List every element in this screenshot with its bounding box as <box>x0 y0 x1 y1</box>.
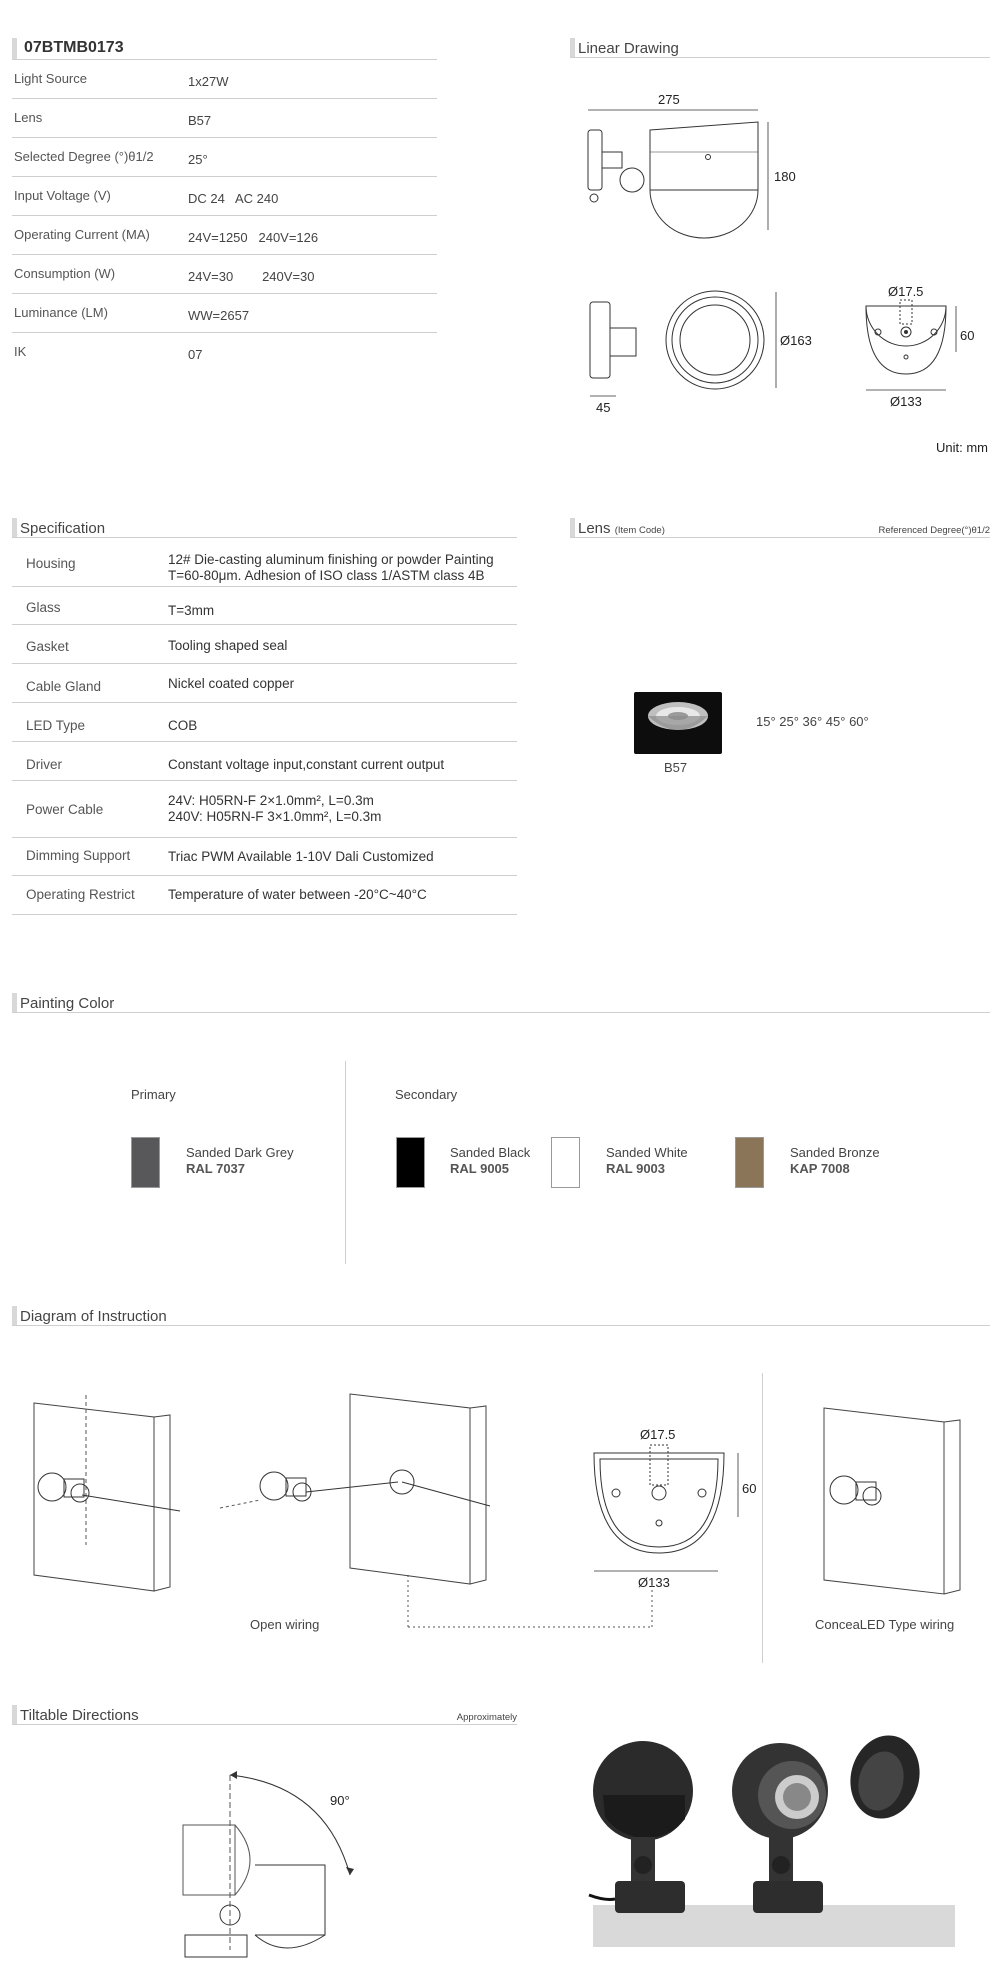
spec-row <box>12 742 517 781</box>
spec-label: Cable Gland <box>26 679 102 694</box>
color-swatch-bronze <box>735 1137 764 1188</box>
property-value: 24V=1250 240V=126 <box>188 230 319 245</box>
property-value: WW=2657 <box>188 308 250 323</box>
color-label <box>790 1145 880 1177</box>
spec-value: Tooling shaped seal <box>168 638 288 653</box>
property-value: 25° <box>188 152 208 167</box>
spec-value: Nickel coated copper <box>168 676 295 691</box>
property-row <box>12 294 437 333</box>
specification-title-bar <box>12 518 517 538</box>
color-label <box>606 1145 688 1177</box>
color-code: KAP 7008 <box>790 1161 850 1176</box>
color-name: Sanded Black <box>450 1145 531 1160</box>
instruction-diameter-dim: Ø133 <box>638 1575 670 1590</box>
lens-degrees: 15° 25° 36° 45° 60° <box>756 714 869 729</box>
lens-title-bar <box>570 518 990 538</box>
linear-drawing-title-bar <box>570 38 990 58</box>
concealed-wiring-caption: ConceaLED Type wiring <box>815 1617 955 1632</box>
tiltable-title-bar <box>12 1705 517 1725</box>
property-label: Input Voltage (V) <box>14 188 111 203</box>
property-label: Lens <box>14 110 43 125</box>
instruction-title-bar <box>12 1306 990 1326</box>
unit-label: Unit: mm <box>936 440 988 455</box>
property-value: 07 <box>188 347 203 362</box>
spec-label: Power Cable <box>26 802 104 817</box>
title-marker <box>12 993 17 1012</box>
dim-height: 180 <box>774 169 796 184</box>
spec-value: Temperature of water between -20°C~40°C <box>168 887 427 902</box>
linear-drawing-title: Linear Drawing <box>578 40 679 57</box>
product-code: 07BTMB0173 <box>24 39 124 56</box>
linear-drawing-base-view <box>860 282 1000 412</box>
color-code: RAL 9003 <box>606 1161 666 1176</box>
open-wiring-diagram-wall-a <box>26 1395 196 1595</box>
spec-value-line: T=60-80μm. Adhesion of ISO class 1/ASTM class 4B <box>168 568 485 583</box>
primary-label: Primary <box>131 1087 176 1102</box>
specification-title: Specification <box>20 520 106 537</box>
lens-code: B57 <box>664 760 688 775</box>
properties-table <box>12 60 437 372</box>
property-row <box>12 60 437 99</box>
specification-table <box>12 538 517 915</box>
color-divider <box>345 1061 346 1264</box>
color-swatch-black <box>396 1137 425 1188</box>
property-value: 24V=30 240V=30 <box>188 269 315 284</box>
spec-label: LED Type <box>26 718 86 733</box>
lens-title <box>578 520 665 537</box>
instruction-title: Diagram of Instruction <box>20 1308 167 1325</box>
spec-row <box>12 664 517 703</box>
color-label <box>186 1145 294 1177</box>
painting-color-title-bar <box>12 993 990 1013</box>
instruction-hole-dim: Ø17.5 <box>640 1427 676 1442</box>
dim-base-diameter: Ø133 <box>890 394 922 409</box>
open-wiring-diagram-wall-b <box>210 1390 500 1590</box>
dim-depth: 45 <box>596 400 611 415</box>
title-marker <box>12 1306 17 1325</box>
spec-value-line: 240V: H05RN-F 3×1.0mm², L=0.3m <box>168 809 382 824</box>
spec-label: Operating Restrict <box>26 887 135 902</box>
title-marker <box>12 518 17 537</box>
dim-base-height: 60 <box>960 328 975 343</box>
open-wiring-caption: Open wiring <box>250 1617 320 1632</box>
lens-right-label: Referenced Degree(°)θ1/2 <box>878 525 990 536</box>
instruction-height-dim: 60 <box>742 1481 757 1496</box>
tilt-angle: 90° <box>330 1793 350 1808</box>
property-row <box>12 255 437 294</box>
dim-hole: Ø17.5 <box>888 284 924 299</box>
property-row <box>12 333 437 372</box>
property-label: IK <box>14 344 27 359</box>
color-label <box>450 1145 530 1177</box>
property-row <box>12 138 437 177</box>
property-value: B57 <box>188 113 212 128</box>
spec-row <box>12 625 517 664</box>
instruction-divider <box>762 1373 763 1663</box>
product-photo <box>585 1725 965 1955</box>
property-label: Consumption (W) <box>14 266 116 281</box>
secondary-label: Secondary <box>395 1087 458 1102</box>
spec-label: Glass <box>26 600 61 615</box>
product-title-bar <box>12 38 437 60</box>
color-code: RAL 9005 <box>450 1161 510 1176</box>
lens-subtitle: (Item Code) <box>614 525 665 536</box>
linear-drawing-side-view <box>580 90 810 240</box>
spec-label: Driver <box>26 757 62 772</box>
color-swatch-white <box>551 1137 580 1188</box>
spec-value-line: 12# Die-casting aluminum finishing or powder Painting <box>168 552 494 567</box>
property-label: Light Source <box>14 71 87 86</box>
spec-value: Triac PWM Available 1-10V Dali Customized <box>168 849 434 864</box>
spec-row <box>12 838 517 876</box>
tilt-direction-diagram <box>175 1765 365 1965</box>
tiltable-title: Tiltable Directions <box>20 1707 139 1724</box>
spec-label: Gasket <box>26 639 69 654</box>
concealed-wiring-diagram <box>820 1400 970 1600</box>
property-label: Operating Current (MA) <box>14 227 150 242</box>
color-name: Sanded Dark Grey <box>186 1145 294 1160</box>
spec-value: COB <box>168 718 198 733</box>
spec-label: Dimming Support <box>26 848 131 863</box>
spec-row <box>12 703 517 742</box>
property-value: DC 24 AC 240 <box>188 191 279 206</box>
lens-title-text: Lens <box>578 520 611 537</box>
property-label: Selected Degree (°)θ1/2 <box>14 149 154 164</box>
spec-value-line: 24V: H05RN-F 2×1.0mm², L=0.3m <box>168 793 374 808</box>
title-marker <box>570 38 575 57</box>
title-marker <box>12 38 17 59</box>
base-mount-diagram <box>590 1425 760 1600</box>
spec-value <box>168 793 381 825</box>
color-code: RAL 7037 <box>186 1161 246 1176</box>
tiltable-right-label: Approximately <box>456 1712 517 1723</box>
spec-row <box>12 781 517 838</box>
spec-row <box>12 538 517 587</box>
property-row <box>12 99 437 138</box>
lens-photo <box>634 692 722 754</box>
spec-row <box>12 876 517 915</box>
painting-color-title: Painting Color <box>20 995 115 1012</box>
spec-value <box>168 552 494 584</box>
color-swatch-dark-grey <box>131 1137 160 1188</box>
color-name: Sanded White <box>606 1145 688 1160</box>
dim-diameter: Ø163 <box>780 333 812 348</box>
property-row <box>12 216 437 255</box>
wiring-dotted-connector <box>400 1575 660 1635</box>
color-name: Sanded Bronze <box>790 1145 880 1160</box>
property-row <box>12 177 437 216</box>
dim-width: 275 <box>658 92 680 107</box>
property-value: 1x27W <box>188 74 229 89</box>
linear-drawing-front-view <box>580 290 830 420</box>
title-marker <box>570 518 575 537</box>
title-marker <box>12 1705 17 1724</box>
spec-label: Housing <box>26 556 76 571</box>
spec-row <box>12 587 517 625</box>
spec-value: Constant voltage input,constant current output <box>168 757 445 772</box>
property-label: Luminance (LM) <box>14 305 108 320</box>
spec-value: T=3mm <box>168 603 215 618</box>
